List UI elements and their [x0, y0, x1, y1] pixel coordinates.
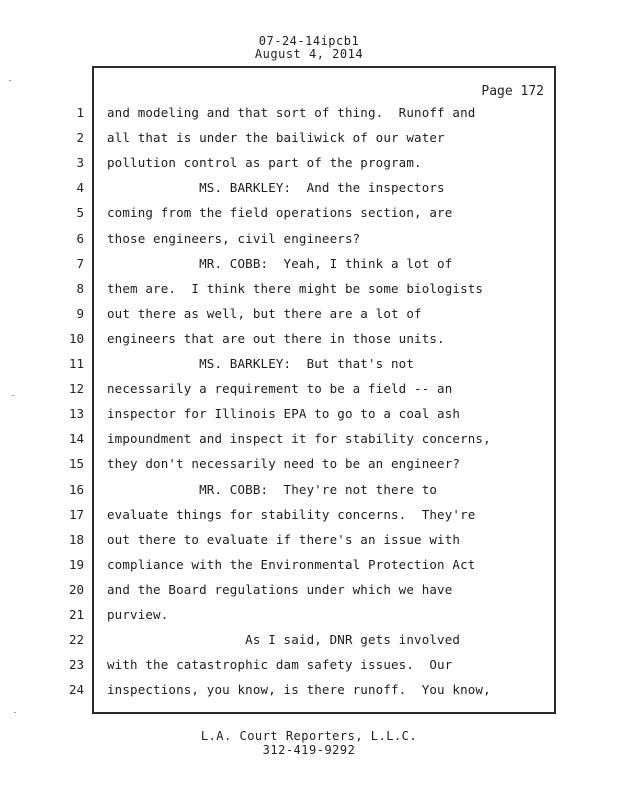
transcript-line-text: out there to evaluate if there's an issue with — [107, 531, 461, 547]
footer-phone: 312-419-9292 — [262, 743, 356, 757]
line-number: 22 — [68, 632, 84, 648]
line-number: 9 — [76, 305, 84, 321]
line-number: 24 — [68, 682, 84, 698]
page-number-label: Page 172 — [481, 84, 544, 99]
transcript-line-text: pollution control as part of the program. — [107, 155, 422, 171]
transcript-line-text: purview. — [107, 607, 169, 622]
transcript-line-text: As I said, DNR gets involved — [107, 632, 461, 648]
transcript-line-text: out there as well, but there are a lot of — [107, 305, 422, 321]
transcript-line-text: inspections, you know, is there runoff. You know, — [107, 682, 491, 698]
line-number: 10 — [68, 330, 84, 346]
line-number: 13 — [68, 406, 84, 422]
line-number: 21 — [68, 607, 84, 622]
line-number: 8 — [76, 280, 84, 296]
line-number: 18 — [68, 531, 84, 547]
transcript-line-text: inspector for Illinois EPA to go to a coal ash — [107, 406, 461, 422]
document-header-id: 07-24-14ipcb1 — [258, 34, 360, 48]
line-number: 19 — [68, 556, 84, 572]
scan-speck — [9, 80, 11, 81]
line-number: 23 — [68, 657, 84, 673]
transcript-line-text: them are. I think there might be some biologists — [107, 280, 484, 296]
transcript-line-text: evaluate things for stability concerns. They're — [107, 506, 476, 522]
transcript-line-text: MR. COBB: Yeah, I think a lot of — [107, 255, 453, 271]
transcript-line-text: they don't necessarily need to be an engineer? — [107, 456, 461, 472]
line-number: 7 — [76, 255, 84, 271]
line-number: 5 — [76, 205, 84, 221]
line-number: 14 — [68, 431, 84, 447]
line-number: 20 — [68, 581, 84, 597]
transcript-line-text: MS. BARKLEY: But that's not — [107, 356, 415, 371]
line-number: 17 — [68, 506, 84, 522]
line-number: 12 — [68, 381, 84, 397]
transcript-line-text: MS. BARKLEY: And the inspectors — [107, 180, 445, 196]
transcript-line-text: necessarily a requirement to be a field -- an — [107, 381, 453, 397]
line-number: 3 — [76, 155, 84, 171]
line-number: 1 — [76, 105, 84, 120]
transcript-line-text: and modeling and that sort of thing. Runoff and — [107, 105, 476, 120]
footer-reporter-name: L.A. Court Reporters, L.L.C. — [200, 729, 418, 743]
transcript-line-text: with the catastrophic dam safety issues. Our — [107, 657, 453, 673]
line-number: 4 — [76, 180, 84, 196]
document-header-date: August 4, 2014 — [254, 47, 364, 61]
line-number: 16 — [68, 481, 84, 497]
scan-speck — [12, 395, 14, 396]
line-number: 2 — [76, 130, 84, 146]
transcript-line-text: MR. COBB: They're not there to — [107, 481, 438, 497]
line-number: 11 — [68, 356, 84, 371]
transcript-line-text: all that is under the bailiwick of our water — [107, 130, 445, 146]
transcript-line-text: and the Board regulations under which we have — [107, 581, 453, 597]
transcript-line-text: those engineers, civil engineers? — [107, 230, 361, 246]
transcript-line-text: coming from the field operations section, are — [107, 205, 453, 221]
line-number: 15 — [68, 456, 84, 472]
line-number: 6 — [76, 230, 84, 246]
transcript-line-text: engineers that are out there in those units. — [107, 330, 445, 346]
transcript-line-text: compliance with the Environmental Protection Act — [107, 556, 476, 572]
scan-speck — [14, 712, 16, 713]
transcript-line-text: impoundment and inspect it for stability concerns, — [107, 431, 491, 447]
